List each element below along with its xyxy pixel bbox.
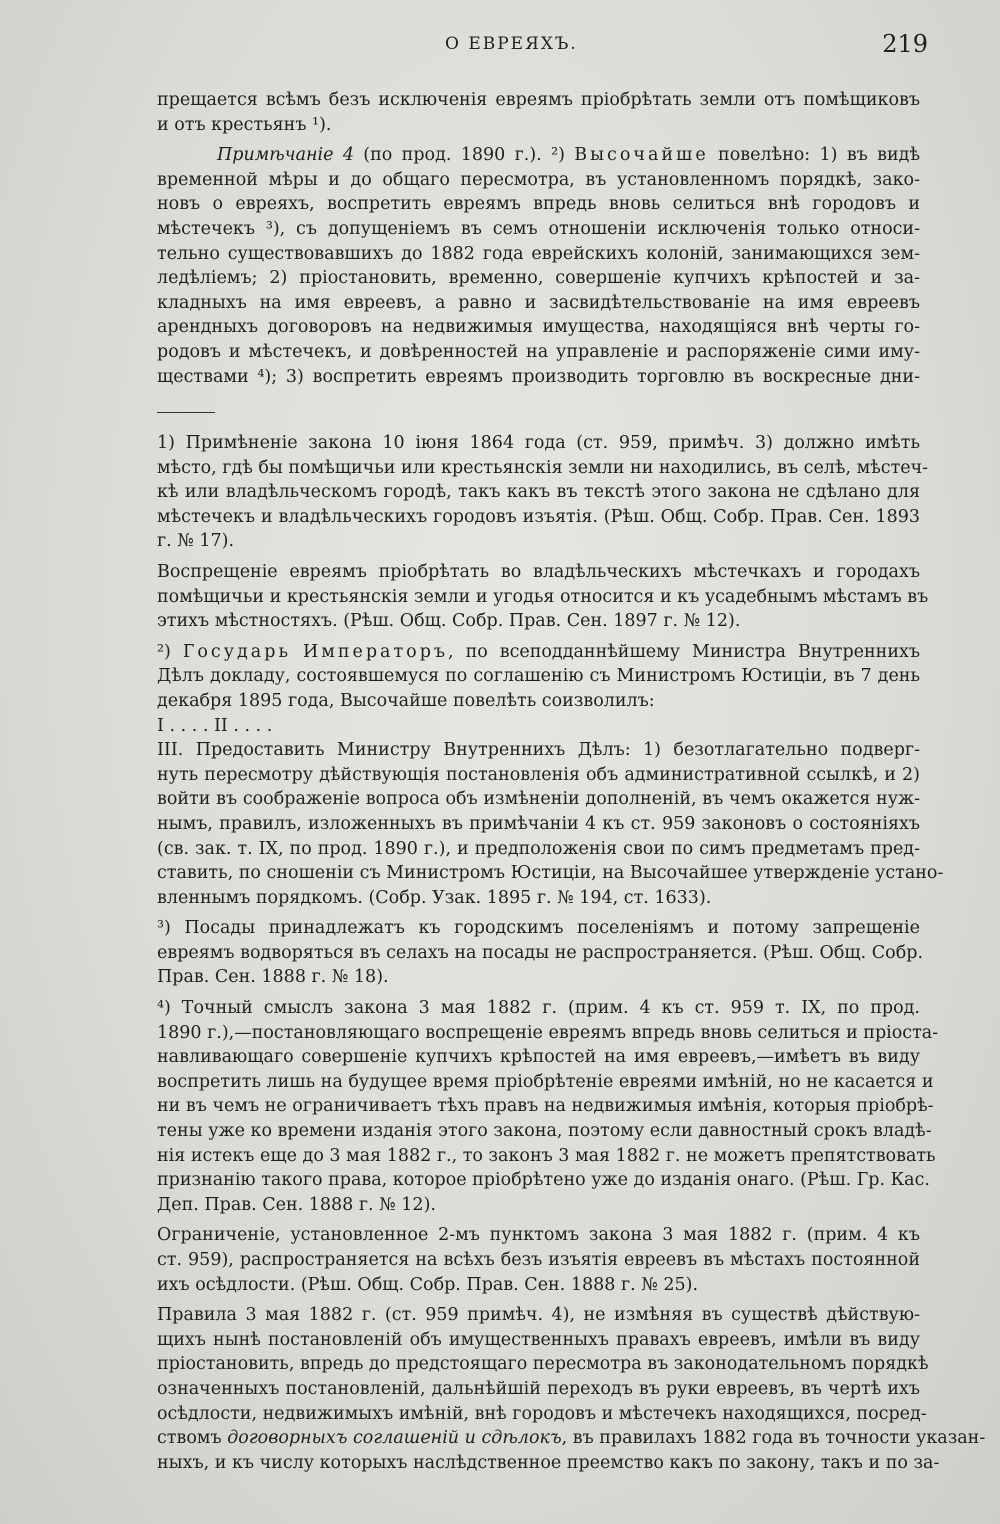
text-line: нія истекъ еще до 3 мая 1882 г., то законъ 3 мая 1882 г. не можетъ препятствовать <box>157 1145 936 1166</box>
paragraph-continuation <box>157 88 920 137</box>
footnote-3 <box>157 916 924 990</box>
text-line: Дѣлъ докладу, состоявшемуся по соглашенію съ Министромъ Юстиціи, въ 7 день <box>157 666 920 687</box>
text-line: пріостановить, впредь до предстоящаго пересмотра въ законодательномъ порядкѣ <box>157 1354 929 1375</box>
text-line: Правила 3 мая 1882 г. (ст. 959 примѣч. 4), не измѣняя въ существѣ дѣйствую- <box>157 1305 920 1326</box>
note-heading: Примѣчаніе 4 <box>217 145 354 166</box>
text-line: декабря 1895 года, Высочайше повелѣть соизволилъ: <box>157 690 655 711</box>
text-line: I . . . . II . . . . <box>157 715 273 736</box>
footnote-mark: ²) <box>157 641 183 662</box>
text-line: (св. зак. т. IX, по прод. 1890 г.), и предположенія свои по симъ предметамъ пред- <box>157 838 920 859</box>
text-line: прещается всѣмъ безъ исключенія евреямъ пріобрѣтать земли отъ помѣщиковъ <box>157 90 920 110</box>
text-line: тены уже ко времени изданія этого закона, поэтому если давностный срокъ владѣ- <box>157 1121 932 1142</box>
text-line <box>157 1426 986 1451</box>
text-line: г. № 17). <box>157 531 235 552</box>
footnote-1 <box>157 431 929 554</box>
footnote-4-restriction <box>157 1223 920 1297</box>
text-line: арендныхъ договоровъ на недвижимыя имущества, находящіяся внѣ черты го- <box>157 317 920 338</box>
text-line: ⁴) Точный смыслъ закона 3 мая 1882 г. (прим. 4 къ ст. 959 т. IX, по прод. <box>157 998 920 1019</box>
text-line: ставить, по сношеніи съ Министромъ Юстиціи, на Высочайшее утвержденіе устано- <box>157 863 944 884</box>
text-line <box>157 640 920 665</box>
text-line: кладныхъ на имя евреевъ, а равно и засвидѣтельствованіе на имя евреевъ <box>157 292 920 313</box>
text-fragment: , въ правилахъ 1882 года въ точности указан- <box>561 1428 986 1449</box>
text-line: мѣсто, гдѣ бы помѣщичьи или крестьянскія земли ни находились, въ селѣ, мѣстеч- <box>157 457 929 478</box>
text-line: вленнымъ порядкомъ. (Собр. Узак. 1895 г. № 194, ст. 1633). <box>157 887 712 908</box>
text-line: ст. 959), распространяется на всѣхъ безъ изъятія евреевъ въ мѣстахъ постоянной <box>157 1250 920 1270</box>
paragraph-note-4 <box>157 143 920 389</box>
text-line: ³) Посады принадлежатъ къ городскимъ поселеніямъ и потому запрещеніе <box>157 918 920 939</box>
text-line: и отъ крестьянъ ¹). <box>157 114 332 135</box>
text-line: Ограниченіе, установленное 2-мъ пунктомъ закона 3 мая 1882 г. (прим. 4 къ <box>157 1225 920 1246</box>
main-text <box>157 88 920 395</box>
text-line: мѣстечекъ и владѣльческихъ городовъ изъятія. (Рѣш. Общ. Собр. Прав. Сен. 1893 <box>157 506 920 527</box>
text-line: ществами ⁴); 3) воспретить евреямъ производить торговлю въ воскресные дни- <box>157 366 920 387</box>
text-line: ихъ осѣдлости. (Рѣш. Общ. Собр. Прав. Сен. 1888 г. № 25). <box>157 1274 699 1295</box>
text-line: признанію такого права, которое пріобрѣтено уже до изданія онаго. (Рѣш. Гр. Кас. <box>157 1170 930 1191</box>
page-number: 219 <box>882 30 928 58</box>
text-line: осѣдлости, недвижимыхъ имѣній, внѣ городовъ и мѣстечекъ находящихся, посред- <box>157 1403 927 1424</box>
emphasis-spaced: Высочайше <box>574 145 709 166</box>
page-header <box>0 30 1000 62</box>
text-line: кѣ или владѣльческомъ городѣ, такъ какъ въ текстѣ этого закона не сдѣлано для <box>157 482 920 503</box>
running-title: О ЕВРЕЯХЪ. <box>445 34 578 54</box>
note-ref: (по прод. 1890 г.). ²) <box>353 145 575 166</box>
footnote-4 <box>157 996 939 1217</box>
emphasis-spaced: Государь <box>182 641 291 662</box>
text-line: 1) Примѣненіе закона 10 іюня 1864 года (ст. 959, примѣч. 3) должно имѣть <box>157 433 920 453</box>
text-line: нымъ, правилъ, изложенныхъ въ примѣчаніи 4 къ ст. 959 законовъ о состояніяхъ <box>157 813 920 834</box>
text-line: ныхъ, и къ числу которыхъ наслѣдственное преемство какъ по закону, такъ и по за- <box>157 1452 940 1473</box>
text-line: мѣстечекъ ³), съ допущеніемъ въ семъ отношеніи исключенія только относи- <box>157 218 920 239</box>
text-line: нуть пересмотру дѣйствующія постановленія объ административной ссылкѣ, и 2) <box>157 764 920 785</box>
text-line: 1890 г.),—постановляющаго воспрещеніе евреямъ впредь вновь селиться и пріоста- <box>157 1022 939 1043</box>
footnotes <box>157 431 986 1481</box>
text-line <box>157 143 920 168</box>
text-fragment: , по всеподданнѣйшему Министра Внутреннихъ <box>448 641 920 662</box>
text-line: евреямъ водворяться въ селахъ на посады не распространяется. (Рѣш. Общ. Собр. <box>157 942 924 963</box>
text-line: воспретить лишь на будущее время пріобрѣтеніе евреями имѣній, но не касается и <box>157 1071 934 1092</box>
emphasis-italic: договорныхъ соглашеній и сдѣлокъ <box>227 1428 562 1449</box>
text-line: родовъ и мѣстечекъ, и довѣренностей на управленіе и распоряженіе сими иму- <box>157 341 920 362</box>
footnote-separator <box>157 412 215 413</box>
text-line: ледѣліемъ; 2) пріостановить, временно, совершеніе купчихъ крѣпостей и за- <box>157 268 920 289</box>
text-fragment: ствомъ <box>157 1428 228 1449</box>
text-line: Прав. Сен. 1888 г. № 18). <box>157 967 389 988</box>
text-line: помѣщичьи и крестьянскія земли и угодья относится и къ усадебнымъ мѣстамъ въ <box>157 586 929 607</box>
footnote-4-rules <box>157 1303 986 1475</box>
text-line: Деп. Прав. Сен. 1888 г. № 12). <box>157 1194 436 1215</box>
text-line: новъ о евреяхъ, воспретить евреямъ впредь вновь селиться внѣ городовъ и <box>157 194 920 215</box>
footnote-2 <box>157 640 944 911</box>
text-line: временной мѣры и до общаго пересмотра, въ установленномъ порядкѣ, зако- <box>157 169 920 190</box>
text-line: этихъ мѣстностяхъ. (Рѣш. Общ. Собр. Прав. Сен. 1897 г. № 12). <box>157 611 741 632</box>
footnote-1-continuation <box>157 560 929 634</box>
text-line: Воспрещеніе евреямъ пріобрѣтать во владѣльческихъ мѣстечкахъ и городахъ <box>157 561 920 582</box>
text-line: III. Предоставить Министру Внутреннихъ Дѣлъ: 1) безотлагательно подверг- <box>157 740 920 761</box>
text-line: войти въ соображеніе вопроса объ измѣненіи дополненій, въ чемъ окажется нуж- <box>157 789 920 810</box>
text-line: означенныхъ постановленій, дальнѣйшій переходъ въ руки евреевъ, въ чертѣ ихъ <box>157 1378 920 1399</box>
text-line: навливающаго совершеніе купчихъ крѣпостей на имя евреевъ,—имѣетъ въ виду <box>157 1047 920 1068</box>
text-line: тельно существовавшихъ до 1882 года еврейскихъ колоній, занимающихся зем- <box>157 243 920 264</box>
text-line: щихъ нынѣ постановленій объ имущественныхъ правахъ евреевъ, имѣли въ виду <box>157 1329 920 1350</box>
text-line: ни въ чемъ не ограничиваетъ тѣхъ правъ на недвижимыя имѣнія, которыя пріобрѣ- <box>157 1096 934 1117</box>
text-fragment: повелѣно: 1) въ видѣ <box>708 145 921 166</box>
emphasis-spaced: Императоръ <box>302 641 449 662</box>
